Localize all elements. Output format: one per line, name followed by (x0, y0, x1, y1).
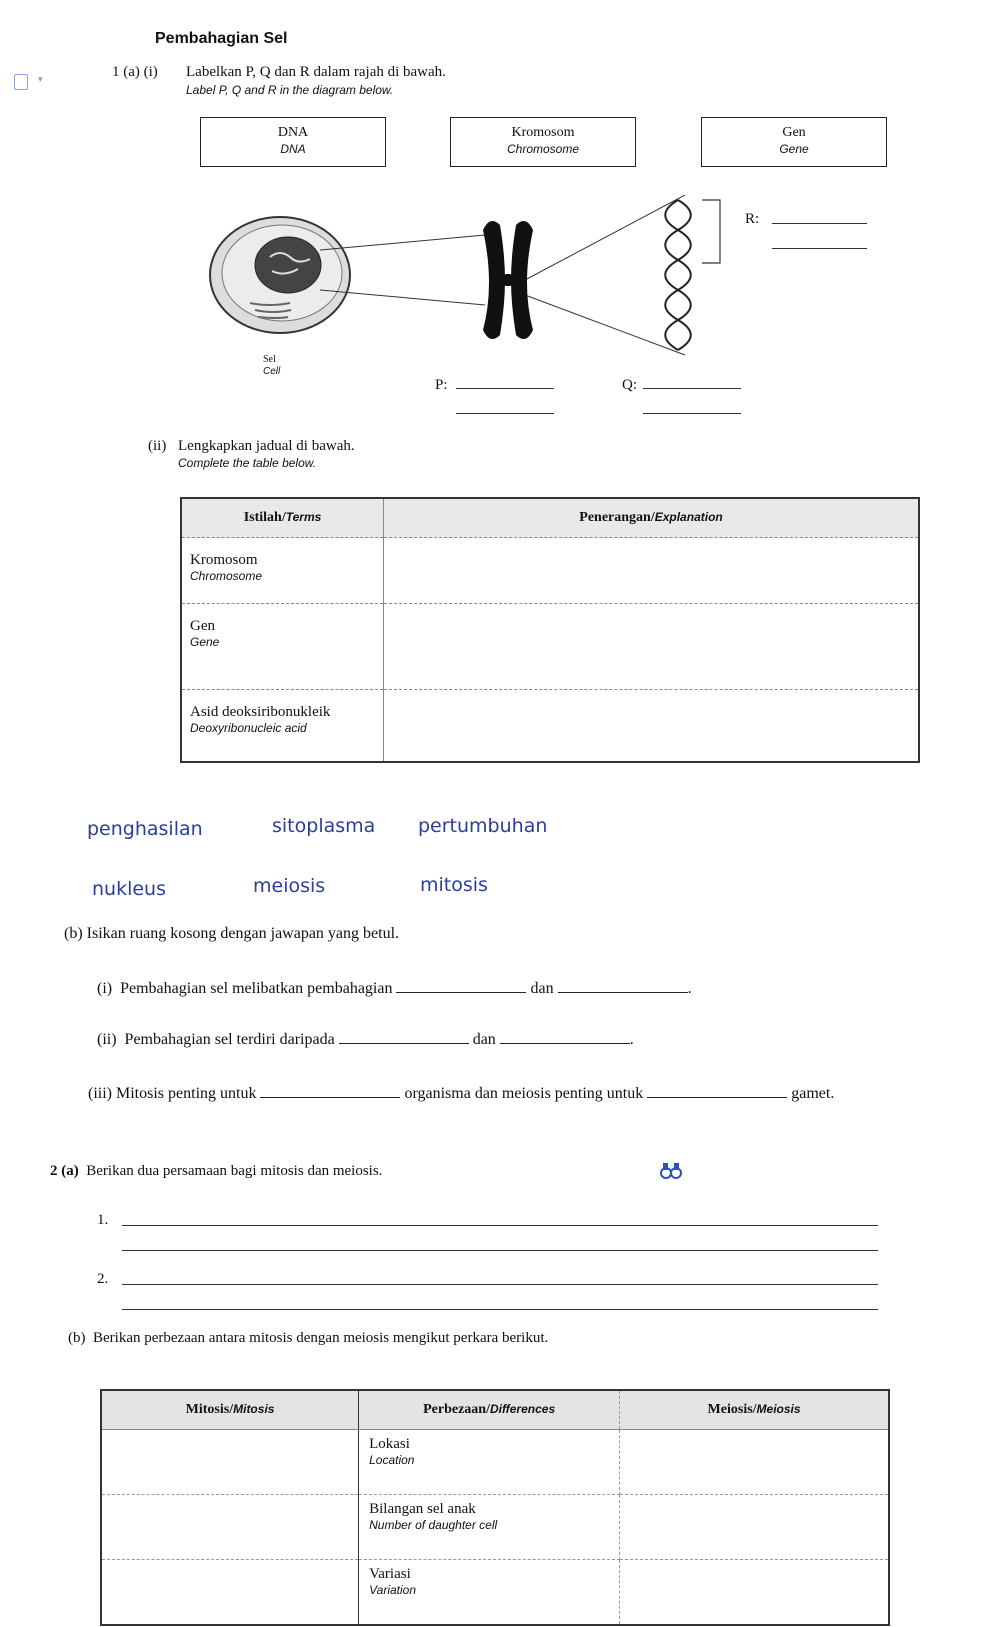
answer-line-r-2[interactable] (772, 248, 867, 249)
blank-1[interactable] (396, 992, 526, 993)
table-row (181, 604, 919, 690)
term-cell: Asid deoksiribonukleik Deoxyribonucleic acid (181, 690, 384, 762)
difference-cell: Variasi Variation (359, 1560, 620, 1626)
terms-header: Istilah/Terms (181, 498, 384, 538)
differences-table (100, 1389, 890, 1626)
q1a-ii-number: (ii) (148, 438, 167, 454)
table-row (101, 1430, 889, 1495)
word-chip-pertumbuhan[interactable]: pertumbuhan (418, 815, 548, 837)
q1a-ii-text-en: Complete the table below. (178, 456, 317, 470)
table-header-row (181, 498, 919, 538)
term-cell: Kromosom Chromosome (181, 538, 384, 604)
answer-line-q-2[interactable] (643, 413, 741, 414)
mitosis-cell[interactable] (101, 1495, 359, 1560)
label-r: R: (745, 211, 760, 227)
blank-3[interactable] (339, 1043, 469, 1044)
blank-4[interactable] (500, 1043, 630, 1044)
dna-helix (665, 200, 691, 350)
word-chip-nukleus[interactable]: nukleus (92, 878, 166, 900)
nucleus (255, 237, 321, 293)
explanation-cell[interactable] (384, 538, 920, 604)
meiosis-cell[interactable] (620, 1560, 889, 1626)
label-box-chromosome[interactable] (450, 117, 636, 167)
label-p: P: (435, 377, 448, 393)
explanation-header: Penerangan/Explanation (384, 498, 920, 538)
q1a-i-text: Labelkan P, Q dan R dalam rajah di bawah. (186, 64, 446, 80)
q2a-item-2-number: 2. (97, 1271, 109, 1287)
mitosis-header: Mitosis/Mitosis (101, 1390, 359, 1430)
q1b-ii: (ii) Pembahagian sel terdiri daripada dan . (97, 1031, 634, 1048)
mitosis-cell[interactable] (101, 1430, 359, 1495)
table-row (101, 1495, 889, 1560)
answer-line-p-2[interactable] (456, 413, 554, 414)
q1b-iii: (iii) Mitosis penting untuk organisma dan meiosis penting untuk gamet. (88, 1085, 835, 1102)
answer-line-p[interactable] (456, 388, 554, 389)
differences-header: Perbezaan/Differences (359, 1390, 620, 1430)
label-box-gene[interactable] (701, 117, 887, 167)
label-box-ms: Kromosom (511, 125, 575, 140)
blank-6[interactable] (647, 1097, 787, 1098)
gene-bracket (702, 200, 720, 263)
answer-line-q[interactable] (643, 388, 741, 389)
chevron-down-icon[interactable]: ▾ (38, 74, 43, 84)
q2a: 2 (a) Berikan dua persamaan bagi mitosis dan meiosis. (50, 1163, 383, 1179)
q1b-text: (b) Isikan ruang kosong dengan jawapan yang betul. (64, 925, 400, 942)
label-box-en: Gene (779, 142, 809, 156)
binoculars-icon[interactable] (660, 1162, 682, 1180)
answer-line[interactable] (122, 1225, 878, 1226)
explanation-cell[interactable] (384, 690, 920, 762)
difference-cell: Lokasi Location (359, 1430, 620, 1495)
q1a-i-text-en: Label P, Q and R in the diagram below. (186, 83, 394, 97)
label-box-ms: DNA (277, 125, 309, 140)
table-row (181, 690, 919, 762)
blank-5[interactable] (260, 1097, 400, 1098)
connector-line (525, 195, 685, 280)
answer-line[interactable] (122, 1250, 878, 1251)
cell-label: Sel (263, 354, 276, 365)
term-cell: Gen Gene (181, 604, 384, 690)
table-row (181, 538, 919, 604)
meiosis-cell[interactable] (620, 1430, 889, 1495)
explanation-cell[interactable] (384, 604, 920, 690)
q1b-i: (i) Pembahagian sel melibatkan pembahagian dan . (97, 980, 692, 997)
table-row (101, 1560, 889, 1626)
word-chip-meiosis[interactable]: meiosis (253, 875, 326, 897)
connector-line (525, 295, 685, 355)
meiosis-cell[interactable] (620, 1495, 889, 1560)
q1a-i-number: 1 (a) (i) (112, 64, 158, 80)
label-box-ms: Gen (782, 125, 806, 140)
cell-label-en: Cell (263, 366, 281, 377)
connector-line (320, 235, 485, 250)
q2a-item-1-number: 1. (97, 1212, 109, 1228)
terms-table (180, 497, 920, 763)
document-icon[interactable] (14, 74, 28, 90)
blank-2[interactable] (558, 992, 688, 993)
q1a-ii-text: Lengkapkan jadual di bawah. (178, 438, 355, 454)
meiosis-header: Meiosis/Meiosis (620, 1390, 889, 1430)
cell-chromosome-dna-diagram (200, 195, 900, 425)
label-q: Q: (622, 377, 637, 393)
difference-cell: Bilangan sel anak Number of daughter cell (359, 1495, 620, 1560)
word-chip-mitosis[interactable]: mitosis (420, 874, 488, 896)
answer-line-r[interactable] (772, 223, 867, 224)
label-box-en: Chromosome (506, 142, 580, 156)
page-title: Pembahagian Sel (155, 30, 288, 47)
word-chip-penghasilan[interactable]: penghasilan (87, 818, 203, 840)
chromosome-shape (483, 221, 533, 339)
table-header-row (101, 1390, 889, 1430)
mitosis-cell[interactable] (101, 1560, 359, 1626)
label-box-dna[interactable] (200, 117, 386, 167)
word-chip-sitoplasma[interactable]: sitoplasma (272, 815, 376, 837)
label-box-en: DNA (280, 142, 306, 156)
answer-line[interactable] (122, 1309, 878, 1310)
answer-line[interactable] (122, 1284, 878, 1285)
q2b: (b) Berikan perbezaan antara mitosis dengan meiosis mengikut perkara berikut. (68, 1330, 549, 1346)
